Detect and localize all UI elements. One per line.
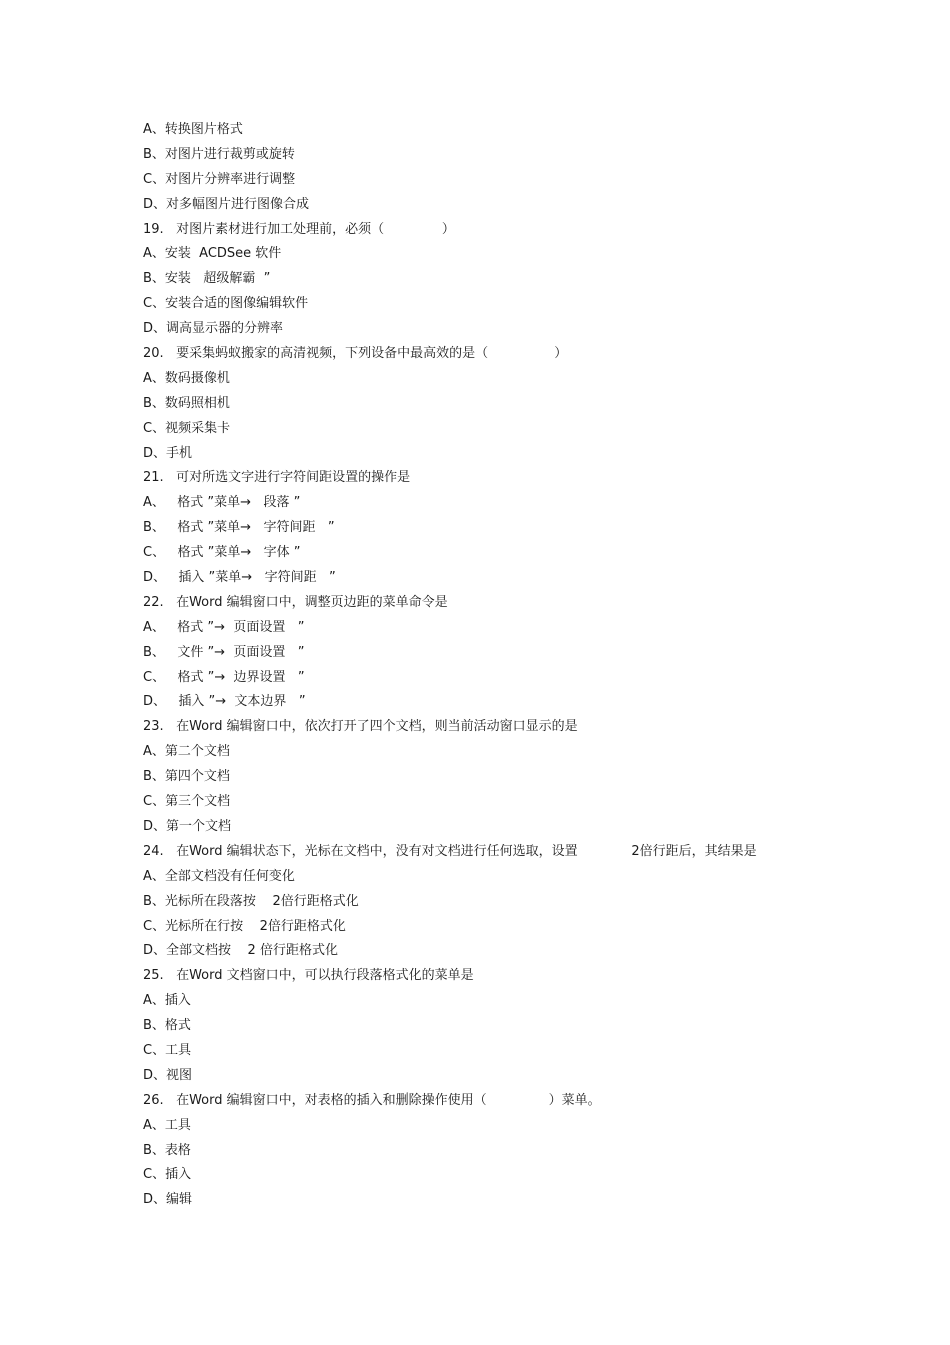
option-c: C、对图片分辨率进行调整 — [143, 171, 296, 187]
option-b: B、第四个文档 — [143, 769, 230, 785]
question-23: 23. 在Word 编辑窗口中，依次打开了四个文档，则当前活动窗口显示的是 — [143, 719, 578, 735]
option-d: D、 插入 ”→ 文本边界 ” — [143, 694, 306, 710]
option-d: D、全部文档按 2 倍行距格式化 — [143, 943, 338, 959]
question-24: 24. 在Word 编辑状态下，光标在文档中，没有对文档进行任何选取，设置 2倍行距后，其结果是 — [143, 843, 757, 859]
option-c: C、工具 — [143, 1042, 192, 1058]
question-22: 22. 在Word 编辑窗口中，调整页边距的菜单命令是 — [143, 594, 448, 610]
option-a: A、工具 — [143, 1117, 191, 1133]
option-a: A、转换图片格式 — [143, 122, 243, 137]
question-25: 25. 在Word 文档窗口中，可以执行段落格式化的菜单是 — [143, 968, 474, 984]
document-page — [143, 118, 843, 1213]
option-b: B、格式 — [143, 1018, 191, 1034]
option-c: C、光标所在行按 2倍行距格式化 — [143, 918, 346, 934]
option-a: A、安装 ACDSee 软件 — [143, 246, 282, 262]
question-19: 19. 对图片素材进行加工处理前，必须（ ） — [143, 221, 455, 237]
option-c: C、第三个文档 — [143, 794, 231, 810]
question-21: 21. 可对所选文字进行字符间距设置的操作是 — [143, 470, 411, 486]
option-c: C、插入 — [143, 1167, 192, 1183]
option-b: B、对图片进行裁剪或旋转 — [143, 146, 295, 162]
option-d: D、视图 — [143, 1067, 193, 1083]
option-c: C、视频采集卡 — [143, 420, 231, 436]
question-26: 26. 在Word 编辑窗口中，对表格的插入和删除操作使用（ ）菜单。 — [143, 1092, 601, 1108]
option-d: D、手机 — [143, 445, 193, 461]
option-a: A、数码摄像机 — [143, 370, 230, 386]
option-b: B、数码照相机 — [143, 395, 230, 411]
option-b: B、 格式 ”菜单→ 字符间距 ” — [143, 520, 335, 536]
option-b: B、 文件 ”→ 页面设置 ” — [143, 644, 305, 660]
option-d: D、编辑 — [143, 1192, 193, 1208]
option-a: A、 格式 ”菜单→ 段落 ” — [143, 495, 301, 511]
option-d: D、第一个文档 — [143, 818, 232, 834]
option-a: A、全部文档没有任何变化 — [143, 868, 295, 884]
option-a: A、插入 — [143, 993, 191, 1009]
option-a: A、 格式 ”→ 页面设置 ” — [143, 619, 305, 635]
option-b: B、安装 超级解霸 ” — [143, 271, 271, 287]
question-20: 20. 要采集蚂蚁搬家的高清视频，下列设备中最高效的是（ ） — [143, 346, 568, 362]
option-d: D、调高显示器的分辨率 — [143, 321, 284, 337]
option-c: C、 格式 ”菜单→ 字体 ” — [143, 545, 301, 561]
option-c: C、安装合适的图像编辑软件 — [143, 296, 309, 312]
option-a: A、第二个文档 — [143, 744, 230, 760]
option-d: D、 插入 ”菜单→ 字符间距 ” — [143, 570, 336, 586]
option-c: C、 格式 ”→ 边界设置 ” — [143, 669, 305, 685]
option-b: B、光标所在段落按 2倍行距格式化 — [143, 893, 359, 909]
option-b: B、表格 — [143, 1142, 191, 1158]
option-d: D、对多幅图片进行图像合成 — [143, 196, 310, 212]
